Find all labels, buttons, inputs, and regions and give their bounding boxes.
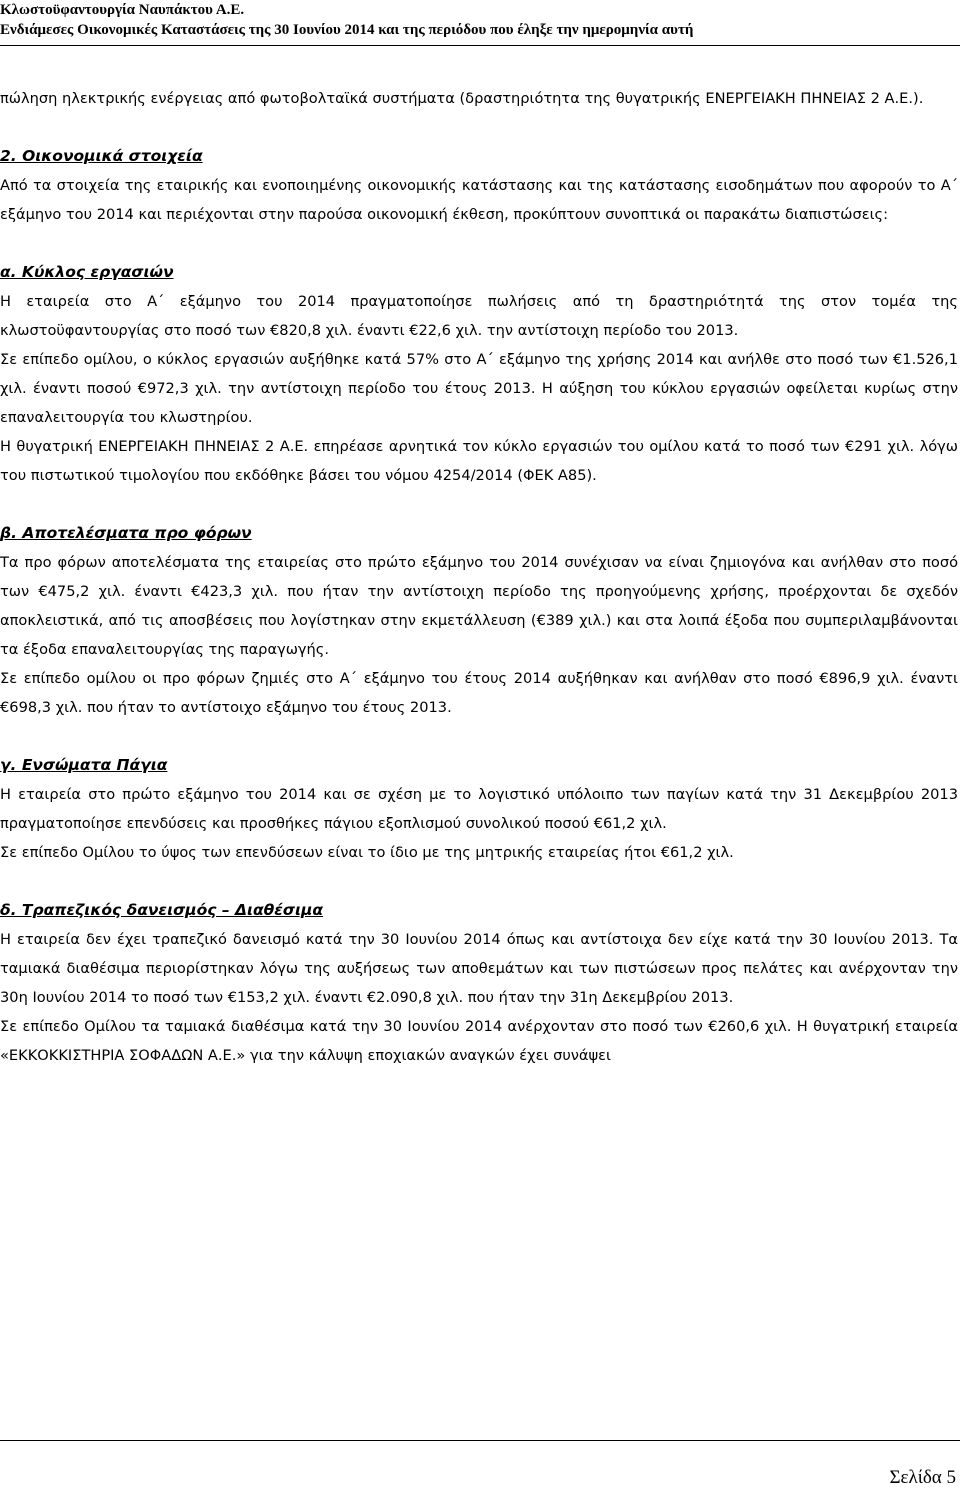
report-title: Ενδιάμεσες Οικονομικές Καταστάσεις της 30 Ιουνίου 2014 και της περιόδου που έληξε την ημερομηνία αυτή (0, 22, 694, 38)
turnover-paragraph-2: Σε επίπεδο ομίλου, ο κύκλος εργασιών αυξήθηκε κατά 57% στο Α΄ εξάμηνο της χρήσης 2014 και ανήλθε στο ποσό των €1.526,1 χιλ. έναντι ποσού €972,3 χιλ. την αντίστοιχη περίοδο του έτους 2013. Η αύξηση του κύκλου εργασιών οφείλεται κυρίως στην επαναλειτουργία του κλωστηρίου. (0, 351, 958, 426)
borrowing-paragraph-2: Σε επίπεδο Ομίλου τα ταμιακά διαθέσιμα κατά την 30 Ιουνίου 2014 ανέρχονταν στο ποσό των €260,6 χιλ. Η θυγατρική εταιρεία «ΕΚΚΟΚΚΙΣΤΗΡΙΑ ΣΟΦΑΔΩΝ Α.Ε.» για την κάλυψη εποχιακών αναγκών έχει συνάψει (0, 1018, 958, 1064)
financials-paragraph: Από τα στοιχεία της εταιρικής και ενοποιημένης οικονομικής κατάστασης και της κατάστασης εισοδημάτων που αφορούν το Α΄ εξάμηνο του 2014 και περιέχονται στην παρούσα οικονομική έκθεση, προκύπτουν συνοπτικά οι παρακάτω διαπιστώσεις: (0, 177, 958, 223)
turnover-paragraph-3: Η θυγατρική ΕΝΕΡΓΕΙΑΚΗ ΠΗΝΕΙΑΣ 2 Α.Ε. επηρέασε αρνητικά τον κύκλο εργασιών του ομίλου κατά το ποσό των €291 χιλ. λόγω του πιστωτικού τιμολογίου που εκδόθηκε βάσει του νόμου 4254/2014 (ΦΕΚ Α85). (0, 438, 958, 484)
company-name: Κλωστοϋφαντουργία Ναυπάκτου Α.Ε. (0, 2, 245, 18)
turnover-paragraph-1: Η εταιρεία στο Α΄ εξάμηνο του 2014 πραγματοποίησε πωλήσεις από τη δραστηριότητά της στον τομέα της κλωστοϋφαντουργίας στο ποσό των €820,8 χιλ. έναντι €22,6 χιλ. την αντίστοιχη περίοδο του 2013. (0, 293, 958, 339)
borrowing-paragraph-1: Η εταιρεία δεν έχει τραπεζικό δανεισμό κατά την 30 Ιουνίου 2014 όπως και αντίστοιχα δεν είχε κατά την 30 Ιουνίου 2013. Τα ταμιακά διαθέσιμα περιορίστηκαν λόγω της αυξήσεως των αποθεμάτων και των πιστώσεων προς πελάτες και ανέρχονταν την 30η Ιουνίου 2014 το ποσό των €153,2 χιλ. έναντι €2.090,8 χιλ. που ήταν την 31η Δεκεμβρίου 2013. (0, 931, 958, 1006)
intro-paragraph: πώληση ηλεκτρικής ενέργειας από φωτοβολταϊκά συστήματα (δραστηριότητα της θυγατρικής ΕΝΕΡΓΕΙΑΚΗ ΠΗΝΕΙΑΣ 2 Α.Ε.). (0, 90, 924, 107)
pretax-paragraph-2: Σε επίπεδο ομίλου οι προ φόρων ζημιές στο Α΄ εξάμηνο του έτους 2014 αυξήθηκαν και ανήλθαν στο ποσό €896,9 χιλ. έναντι €698,3 χιλ. που ήταν το αντίστοιχο εξάμηνο του έτους 2013. (0, 670, 958, 716)
footer-divider (0, 1440, 960, 1441)
section-heading-pretax-results: β. Αποτελέσματα προ φόρων (0, 524, 252, 542)
fixed-assets-paragraph-1: Η εταιρεία στο πρώτο εξάμηνο του 2014 και σε σχέση με το λογιστικό υπόλοιπο των παγίων κατά την 31 Δεκεμβρίου 2013 πραγματοποίησε επενδύσεις και προσθήκες πάγιου εξοπλισμού συνολικού ποσού €61,2 χιλ. (0, 786, 958, 832)
page-header (0, 0, 960, 40)
header-divider (0, 45, 960, 46)
section-heading-turnover: α. Κύκλος εργασιών (0, 263, 174, 281)
pretax-paragraph-1: Τα προ φόρων αποτελέσματα της εταιρείας στο πρώτο εξάμηνο του 2014 συνέχισαν να είναι ζημιογόνα και ανήλθαν στο ποσό των €475,2 χιλ. έναντι €423,3 χιλ. που ήταν την αντίστοιχη περίοδο της προηγούμενης χρήσης, προέρχονται δε σχεδόν αποκλειστικά, από τις αποσβέσεις που λογίστηκαν στην εκμετάλλευση (€389 χιλ.) και στα λοιπά έξοδα που συμπεριλαμβάνονται τα έξοδα επαναλειτουργίας της παραγωγής. (0, 554, 958, 658)
section-heading-financials: 2. Οικονομικά στοιχεία (0, 147, 203, 165)
fixed-assets-paragraph-2: Σε επίπεδο Ομίλου το ύψος των επενδύσεων είναι το ίδιο με της μητρικής εταιρείας ήτοι €61,2 χιλ. (0, 844, 734, 861)
page-number: Σελίδα 5 (889, 1467, 956, 1488)
section-heading-fixed-assets: γ. Ενσώματα Πάγια (0, 756, 168, 774)
document-body (0, 84, 958, 1070)
section-heading-borrowing-cash: δ. Τραπεζικός δανεισμός – Διαθέσιμα (0, 901, 324, 919)
